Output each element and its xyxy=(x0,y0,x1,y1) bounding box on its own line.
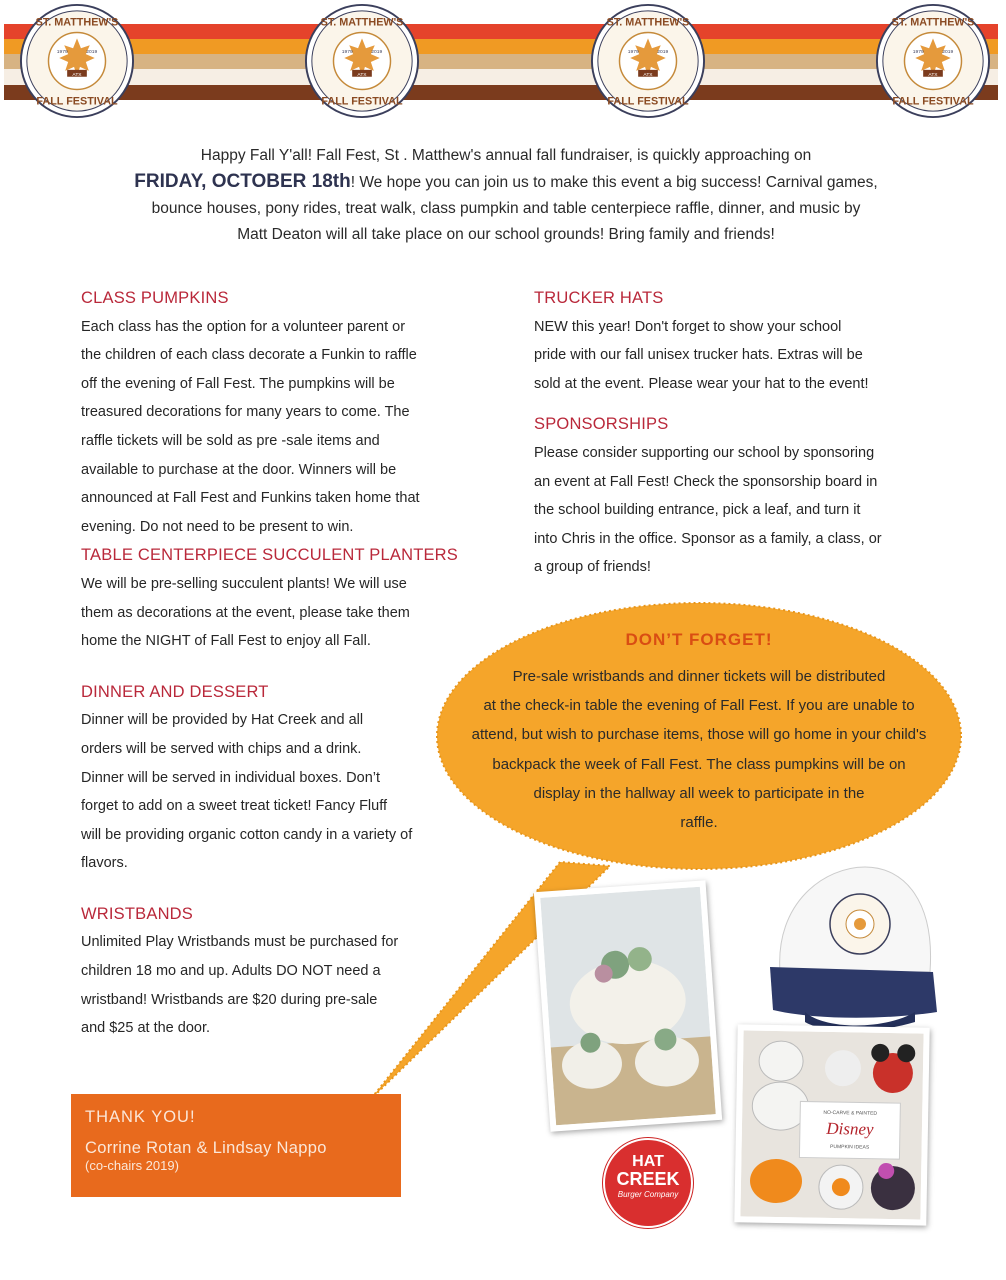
logo-badge: ATX xyxy=(72,72,82,78)
disney-top-label: NO-CARVE & PAINTED xyxy=(823,1109,878,1117)
text-line: evening. Do not need to be present to win. xyxy=(81,518,354,535)
text-line: Pre-sale wristbands and dinner tickets will be distributed xyxy=(512,668,886,685)
festival-logo xyxy=(874,2,992,120)
stripe-brown xyxy=(4,85,998,100)
succulent-planter-photo xyxy=(534,880,722,1131)
text-line: display in the hallway all week to participate in the xyxy=(533,784,865,802)
logo-year-right: 2019 xyxy=(371,50,383,56)
text-line: them as decorations at the event, please take them xyxy=(81,604,410,621)
right-column xyxy=(534,284,934,582)
text-line: Dinner will be provided by Hat Creek and all xyxy=(81,712,364,729)
text-line: children 18 mo and up. Adults DO NOT need a xyxy=(81,963,381,980)
dont-forget-title: DON’T FORGET! xyxy=(625,630,773,649)
festival-logo xyxy=(18,2,136,120)
intro-line-2-rest: ! We hope you can join us to make this event a big success! Carnival games, xyxy=(350,174,878,191)
hat-creek-line-2: CREEK xyxy=(616,1169,680,1189)
logo-year-left: 1979 xyxy=(341,50,353,56)
text-line: sold at the event. Please wear your hat to the event! xyxy=(534,375,869,392)
thank-you-box xyxy=(71,1094,401,1197)
trucker-hats-heading: TRUCKER HATS xyxy=(534,289,664,307)
logo-badge: ATX xyxy=(643,72,653,78)
logo-year-right: 2019 xyxy=(657,50,669,56)
dinner-heading: DINNER AND DESSERT xyxy=(81,682,269,701)
hat-creek-logo xyxy=(603,1138,693,1228)
text-line: We will be pre-selling succulent plants! We will use xyxy=(81,575,407,592)
intro-line-2 xyxy=(60,169,952,196)
text-line: will be providing organic cotton candy in a variety of xyxy=(81,826,413,843)
co-chairs-note: (co-chairs 2019) xyxy=(85,1158,179,1173)
logo-badge: ATX xyxy=(357,72,367,78)
logo-year-left: 1979 xyxy=(627,50,639,56)
text-line: Please consider supporting our school by sponsoring xyxy=(534,444,875,461)
logo-top-text: ST. MATTHEW'S xyxy=(320,16,404,29)
intro-line-1: Happy Fall Y'all! Fall Fest, St . Matthew's annual fall fundraiser, is quickly approaching on xyxy=(200,147,812,164)
text-line: Unlimited Play Wristbands must be purchased for xyxy=(81,934,399,951)
logo-year-right: 2019 xyxy=(942,50,954,56)
text-line: Dinner will be served in individual boxes. Don’t xyxy=(81,769,381,786)
logo-bottom-text: FALL FESTIVAL xyxy=(36,95,118,108)
co-chairs-names: Corrine Rotan & Lindsay Nappo xyxy=(85,1139,327,1157)
class-pumpkins-heading: CLASS PUMPKINS xyxy=(81,289,229,307)
text-line: the school building entrance, pick a leaf, and turn it xyxy=(534,502,861,519)
succulent-pumpkin-image xyxy=(540,887,716,1126)
logo-year-left: 1979 xyxy=(912,50,924,56)
text-line: and $25 at the door. xyxy=(81,1020,210,1037)
text-line: the children of each class decorate a Funkin to raffle xyxy=(81,347,417,364)
sponsorships-text xyxy=(534,439,934,582)
sponsorships-heading: SPONSORSHIPS xyxy=(534,415,669,434)
text-line: raffle tickets will be sold as pre -sale items and xyxy=(81,432,380,449)
text-line: raffle. xyxy=(680,814,718,832)
festival-logo xyxy=(303,2,421,120)
disney-pumpkins-photo xyxy=(734,1024,929,1225)
stripe-orange xyxy=(4,39,998,54)
logo-year-right: 2019 xyxy=(86,50,98,56)
disney-pumpkins-image xyxy=(740,1030,923,1219)
wristbands-heading: WRISTBANDS xyxy=(81,904,194,923)
trucker-hats-text xyxy=(534,313,934,399)
text-line: forget to add on a sweet treat ticket! Fancy Fluff xyxy=(81,798,388,815)
text-line: a group of friends! xyxy=(534,559,651,576)
text-line: home the NIGHT of Fall Fest to enjoy all Fall. xyxy=(81,633,371,650)
text-line: available to purchase at the door. Winners will be xyxy=(81,461,397,478)
logo-year-left: 1979 xyxy=(56,50,68,56)
intro-line-4: Matt Deaton will all take place on our school grounds! Bring family and friends! xyxy=(237,226,775,243)
logo-top-text: ST. MATTHEW'S xyxy=(891,16,975,29)
trucker-hat-image xyxy=(765,862,940,1032)
intro-line-3: bounce houses, pony rides, treat walk, class pumpkin and table centerpiece raffle, dinner, and music by xyxy=(151,200,861,217)
text-line: backpack the week of Fall Fest. The class pumpkins will be on xyxy=(492,755,906,773)
festival-logo xyxy=(589,2,707,120)
hat-creek-line-1: HAT xyxy=(632,1153,664,1170)
logo-top-text: ST. MATTHEW'S xyxy=(606,16,690,29)
logo-bottom-text: FALL FESTIVAL xyxy=(607,95,689,108)
logo-bottom-text: FALL FESTIVAL xyxy=(892,95,974,108)
stripe-gap xyxy=(4,69,998,85)
bubble-body xyxy=(446,662,952,837)
class-pumpkins-text xyxy=(81,313,461,542)
centerpiece-heading: TABLE CENTERPIECE SUCCULENT PLANTERS xyxy=(81,546,459,565)
hat-creek-line-3: Burger Company xyxy=(617,1190,679,1199)
header-stripes xyxy=(4,24,998,100)
stripe-red xyxy=(4,24,998,39)
text-line: NEW this year! Don't forget to show your school xyxy=(534,318,842,335)
text-line: Each class has the option for a volunteer parent or xyxy=(81,318,406,335)
stripe-tan xyxy=(4,54,998,69)
logo-badge: ATX xyxy=(928,72,938,78)
text-line: flavors. xyxy=(81,855,128,872)
event-date: FRIDAY, OCTOBER 18th xyxy=(134,171,351,192)
text-line: announced at Fall Fest and Funkins taken home that xyxy=(81,490,420,507)
intro-paragraph xyxy=(60,143,952,248)
text-line: attend, but wish to purchase items, those will go home in your child's xyxy=(471,726,927,744)
thank-you-title: THANK YOU! xyxy=(85,1108,196,1126)
disney-brand: Disney xyxy=(826,1118,874,1139)
text-line: wristband! Wristbands are $20 during pre-sale xyxy=(81,991,378,1008)
text-line: an event at Fall Fest! Check the sponsorship board in xyxy=(534,473,878,490)
logo-bottom-text: FALL FESTIVAL xyxy=(321,95,403,108)
bubble-content xyxy=(446,630,952,837)
text-line: pride with our fall unisex trucker hats. Extras will be xyxy=(534,347,863,364)
logo-top-text: ST. MATTHEW'S xyxy=(35,16,119,29)
disney-sub-label: PUMPKIN IDEAS xyxy=(829,1143,870,1151)
text-line: treasured decorations for many years to come. The xyxy=(81,404,410,421)
text-line: into Chris in the office. Sponsor as a family, a class, or xyxy=(534,530,882,547)
text-line: at the check-in table the evening of Fall Fest. If you are unable to xyxy=(483,697,915,715)
text-line: off the evening of Fall Fest. The pumpkins will be xyxy=(81,375,395,392)
text-line: orders will be served with chips and a drink. xyxy=(81,740,362,757)
